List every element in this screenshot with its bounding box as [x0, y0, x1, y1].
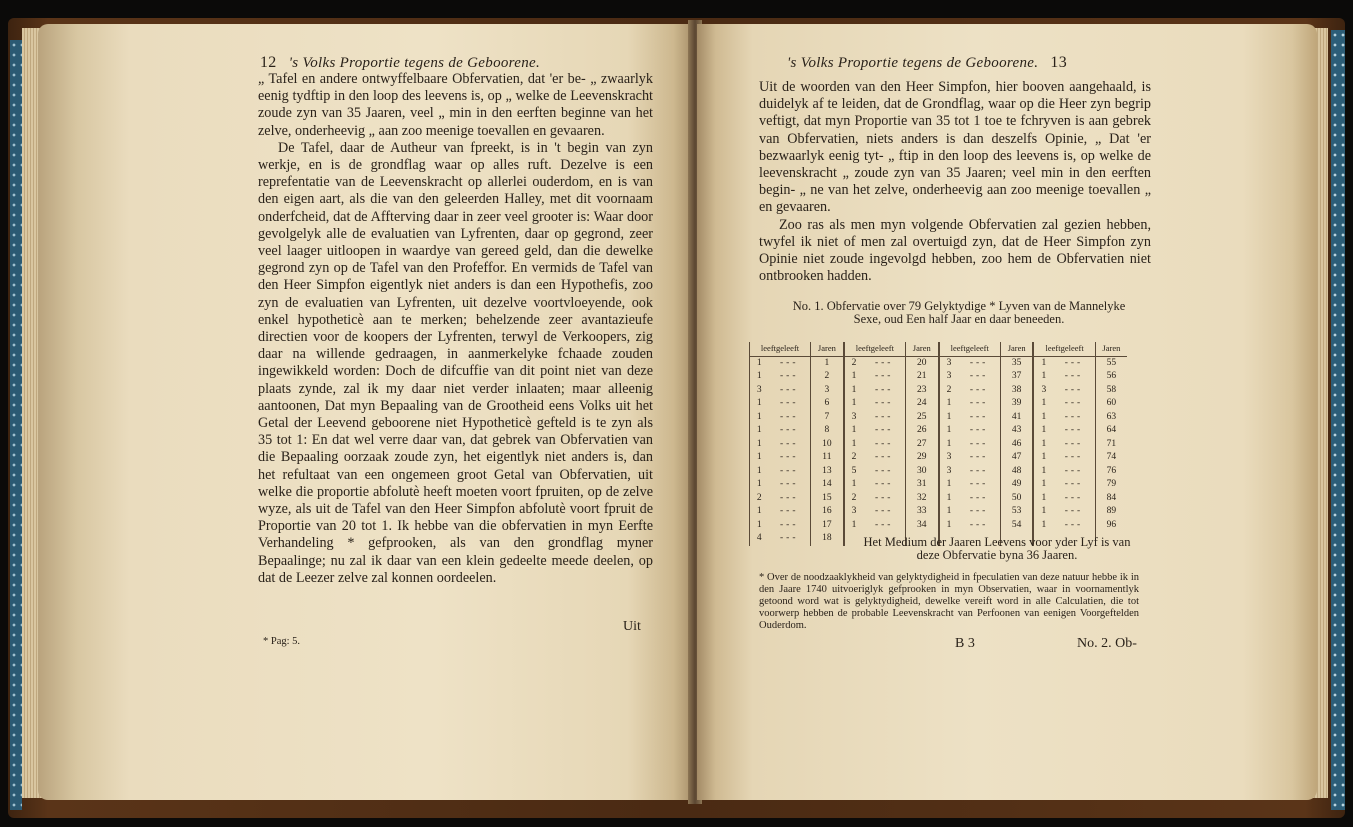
cell-years: 14	[811, 478, 844, 492]
cell-years: 31	[905, 478, 938, 492]
cell-years: 46	[1000, 438, 1033, 452]
cell-years: 47	[1000, 451, 1033, 465]
cover-edge-left	[10, 40, 22, 810]
cell-years: 35	[1000, 356, 1033, 370]
cell-count: 1	[939, 397, 959, 411]
table-row	[750, 424, 1128, 438]
signature-mark: B 3	[955, 636, 975, 651]
cell-dashes: ---	[874, 506, 894, 516]
cell-count: 5	[844, 465, 864, 479]
cell-dashes: ---	[874, 425, 894, 435]
cell-dashes: ---	[780, 411, 799, 422]
table-header-years: Jaren	[1000, 342, 1033, 356]
cell-dashes: ---	[1064, 519, 1084, 530]
table-caption-line2: Sexe, oud Een half Jaar en daar beneeden.	[853, 312, 1065, 326]
cell-dashes: ---	[969, 438, 989, 449]
cell-dashes: ---	[1064, 438, 1084, 449]
table-row	[750, 451, 1128, 465]
cell-count: 1	[1033, 505, 1053, 519]
cell-years: 54	[1000, 519, 1033, 533]
cell-dashes: ---	[1064, 452, 1084, 462]
cell-count: 4	[750, 532, 769, 546]
cell-dashes: ---	[780, 438, 799, 449]
cell-dashes: ---	[780, 371, 799, 381]
cell-years: 2	[811, 370, 844, 384]
cell-years: 32	[905, 492, 938, 506]
cell-dashes: ---	[780, 519, 799, 530]
cell-count: 1	[844, 424, 864, 438]
table-row	[750, 411, 1128, 425]
cell-dashes: ---	[780, 492, 799, 503]
cell-dashes: ---	[780, 465, 799, 476]
cell-dashes: ---	[1064, 411, 1084, 422]
cell-count: 1	[939, 424, 959, 438]
cell-years: 26	[905, 424, 938, 438]
left-running-head-text: 's Volks Proportie tegens de Geboorene.	[288, 55, 541, 71]
table-header-count: leeftgeleeft	[939, 342, 1001, 356]
cell-years: 56	[1095, 370, 1127, 384]
cell-count: 1	[1033, 519, 1053, 533]
cell-years: 15	[811, 492, 844, 506]
cell-years: 34	[905, 519, 938, 533]
cell-dashes: ---	[969, 492, 989, 503]
cell-years: 29	[905, 451, 938, 465]
cell-dashes: ---	[1064, 398, 1084, 408]
cell-dashes: ---	[874, 519, 894, 530]
cell-count: 2	[844, 492, 864, 506]
cell-count: 3	[939, 356, 959, 370]
cell-years: 64	[1095, 424, 1127, 438]
cell-count: 1	[939, 411, 959, 425]
table-header-years: Jaren	[905, 342, 938, 356]
cell-years: 10	[811, 438, 844, 452]
cell-dashes: ---	[874, 357, 894, 368]
cell-dashes: ---	[874, 452, 894, 462]
table-row	[750, 370, 1128, 384]
cell-dashes: ---	[969, 425, 989, 435]
right-footnote: * Over de noodzaaklykheid van gelyktydigheid in fpeculatien van deze natuur hebbe ik in den Jaare 1740 uitvoeriglyk gefprooken in myn Observatien, waar in voornamentlyk getoond word wat is gelyktydigheid, dewelke vereift word in alle Calculatien, die tot voorwerp hebben de probable Leevenskracht van Perfoonen van eenigen Voorgeftelden Ouderdom.	[759, 572, 1139, 631]
cell-dashes: ---	[969, 357, 989, 368]
cell-years: 76	[1095, 465, 1127, 479]
cell-years: 11	[811, 451, 844, 465]
cell-count: 1	[1033, 411, 1053, 425]
cell-years: 63	[1095, 411, 1127, 425]
cell-dashes: ---	[874, 384, 894, 395]
cell-count: 1	[844, 478, 864, 492]
cell-dashes: ---	[780, 452, 799, 462]
cell-dashes: ---	[1064, 492, 1084, 503]
table-caption-line1: No. 1. Obfervatie over 79 Gelyktydige * Lyven van de Mannelyke	[792, 299, 1126, 313]
cell-years: 74	[1095, 451, 1127, 465]
summary-line1: Het Medium der Jaaren Leevens voor yder Lyf is van	[863, 535, 1131, 549]
cell-dashes: ---	[1064, 384, 1084, 395]
cell-years: 20	[905, 356, 938, 370]
cell-years: 96	[1095, 519, 1127, 533]
cell-count: 1	[750, 356, 769, 370]
cell-count: 1	[939, 438, 959, 452]
cell-years: 17	[811, 519, 844, 533]
table-header-count: leeftgeleeft	[844, 342, 906, 356]
cell-years: 13	[811, 465, 844, 479]
cell-count: 3	[1033, 384, 1053, 398]
table-summary	[807, 536, 1187, 562]
cell-years: 49	[1000, 478, 1033, 492]
cell-years: 23	[905, 384, 938, 398]
cell-years: 3	[811, 384, 844, 398]
cell-years: 16	[811, 505, 844, 519]
cell-count: 1	[1033, 478, 1053, 492]
cell-years: 89	[1095, 505, 1127, 519]
cell-years: 25	[905, 411, 938, 425]
cell-years: 1	[811, 356, 844, 370]
table-row	[750, 519, 1128, 533]
cell-count: 2	[750, 492, 769, 506]
right-paragraph: Uit de woorden van den Heer Simpfon, hier booven aangehaald, is duidelyk af te leiden, dat de Grondflag, waar op die Heer zyn begrip veftigt, dat myn Proportie van 35 tot 1 toe te fchryven is aan gebrek van Obfervatien, niets anders is dan deszelfs Opinie, „ Dat 'er bezwaarlyk eenig tyt- „ ftip in den loop des leevens is, op welke de leevenskracht „ zoude zyn van 35 Jaaren; veel min in den eerften begin- „ ne van het zelve, onderheevig aan zoo meenige toevallen „ en gevaaren.	[759, 79, 1151, 216]
cell-years: 24	[905, 397, 938, 411]
cell-count: 1	[750, 505, 769, 519]
cell-dashes: ---	[969, 384, 989, 395]
table-row	[750, 397, 1128, 411]
cell-years: 50	[1000, 492, 1033, 506]
cell-years: 58	[1095, 384, 1127, 398]
cell-years: 21	[905, 370, 938, 384]
cell-dashes: ---	[780, 384, 799, 395]
cell-dashes: ---	[1064, 357, 1084, 368]
right-catchword: No. 2. Ob-	[1077, 636, 1137, 651]
cell-count: 1	[844, 397, 864, 411]
left-footnote: * Pag: 5.	[263, 636, 301, 647]
cell-count: 1	[844, 519, 864, 533]
cell-years: 48	[1000, 465, 1033, 479]
cell-dashes: ---	[874, 438, 894, 449]
right-paragraph: Zoo ras als men myn volgende Obfervatien zal gezien hebben, twyfel ik niet of men zal overtuigd zyn, dat de Heer Simpfon zyn Opinie niet zoude ingevolgd hebben, zoo hem de Obfervatien niet ontbrooken hadden.	[759, 216, 1151, 285]
cell-dashes: ---	[969, 479, 989, 489]
cell-count: 1	[750, 519, 769, 533]
cell-count: 1	[1033, 397, 1053, 411]
observation-table	[749, 342, 1127, 546]
cell-count: 1	[1033, 424, 1053, 438]
cell-dashes: ---	[969, 519, 989, 530]
cell-dashes: ---	[780, 533, 799, 543]
cell-years: 18	[811, 532, 844, 546]
table-row	[750, 505, 1128, 519]
cell-count: 1	[1033, 492, 1053, 506]
table-caption	[749, 300, 1169, 326]
cell-dashes: ---	[874, 411, 894, 422]
table-header-count: leeftgeleeft	[750, 342, 811, 356]
cell-dashes: ---	[969, 452, 989, 462]
cell-count: 3	[844, 411, 864, 425]
cell-dashes: ---	[969, 506, 989, 516]
right-page	[697, 24, 1317, 800]
cell-years: 71	[1095, 438, 1127, 452]
cell-count: 1	[750, 370, 769, 384]
cell-years: 41	[1000, 411, 1033, 425]
cell-count: 1	[844, 438, 864, 452]
cell-dashes: ---	[969, 411, 989, 422]
left-catchword: Uit	[623, 619, 641, 634]
cell-dashes: ---	[780, 398, 799, 408]
cell-count: 1	[939, 492, 959, 506]
right-page-number: 13	[1050, 54, 1068, 71]
summary-line2: deze Obfervatie byna 36 Jaaren.	[916, 548, 1078, 562]
cell-dashes: ---	[1064, 371, 1084, 381]
cell-years: 6	[811, 397, 844, 411]
cell-years: 33	[905, 505, 938, 519]
cell-years: 37	[1000, 370, 1033, 384]
table-header-count: leeftgeleeft	[1033, 342, 1095, 356]
cell-dashes: ---	[1064, 465, 1084, 476]
cell-count: 3	[939, 370, 959, 384]
cell-years: 27	[905, 438, 938, 452]
cell-dashes: ---	[780, 425, 799, 435]
cell-years: 84	[1095, 492, 1127, 506]
cell-dashes: ---	[1064, 425, 1084, 435]
table-row	[750, 438, 1128, 452]
cell-years: 38	[1000, 384, 1033, 398]
cell-dashes: ---	[874, 492, 894, 503]
left-body	[258, 71, 653, 587]
cell-count: 2	[939, 384, 959, 398]
cell-years: 8	[811, 424, 844, 438]
cell-count: 1	[1033, 438, 1053, 452]
left-paragraph: De Tafel, daar de Autheur van fpreekt, is in 't begin van zyn werkje, en is de grondflag waar op alles ruft. Dezelve is een reprefentatie van de Leevenskracht op allerlei ouderdom, en is van den eigen aart, als die van den geleerden Halley, met dit voornaam onderfcheid, dat de Affterving daar in zeer veel grooter is: Waar door gevolgelyk alle de evaluatien van Lyfrenten, daar op gegrond, zeer veel laager uitloopen in waardye van gereed geld, dan die dewelke gegrond zyn op de Tafel van den Profeffor. En vermids de Tafel van den Heer Simpfon eigentlyk niet anders is dan een Hypothefis, zoo zyn de evaluatien van Lyfrenten, uit dezelve voortvloeyende, ook enkel hypotheticè aan te merken; behelzende zeer avantazieufe directien voor de koopers der Lyfrenten, terwyl de Verkoopers, zig daar na willende gedraagen, in aanmerkelyke fchaade zouden ingewikkeld worden: Doch de difcuffie van dit point niet van deze plaats zynde, zal ik my daar niet verder inlaaten; maar alleenig aantoonen, Dat myn Bepaaling van de Grootheid eens Volks uit het Getal der Leevend geboorene niet Hypotheticè gefteld is te zyn als 35 tot 1: En dat wel verre daar van, dat gebrek van Obfervatien van die Bepaaling oorzaak zoude zyn, het eigentlyk niet anders is, dan het refultaat van een ongemeen groot Getal van Obfervatien, uit welke die proportie abfolutè heeft moeten voort fpruiten, op de zelve wyze, als uit de Tafel van den Heer Simpfon abfolutè voort fpruit de Proportie van 20 tot 1. Ik hebbe van die obfervatien in myn Eerfte Verhandeling * gefprooken, als van den grondflag myner Bepaalinge; nu zal ik daar van een klein gedeelte meede deelen, op dat de Leezer zelve zal konnen oordeelen.	[258, 139, 653, 586]
cell-count: 1	[939, 505, 959, 519]
cell-dashes: ---	[1064, 479, 1084, 489]
table-header-years: Jaren	[811, 342, 844, 356]
cover-edge-right	[1331, 30, 1345, 810]
cell-dashes: ---	[874, 371, 894, 381]
cell-count: 3	[844, 505, 864, 519]
cell-count: 3	[939, 451, 959, 465]
cell-dashes: ---	[969, 371, 989, 381]
table-header-years: Jaren	[1095, 342, 1127, 356]
cell-count: 1	[750, 438, 769, 452]
cell-dashes: ---	[1064, 506, 1084, 516]
cell-dashes: ---	[874, 479, 894, 489]
cell-count: 1	[939, 478, 959, 492]
cell-count: 1	[1033, 451, 1053, 465]
cell-count: 1	[844, 384, 864, 398]
cell-count: 1	[844, 370, 864, 384]
cell-years: 60	[1095, 397, 1127, 411]
cell-dashes: ---	[969, 398, 989, 408]
table-row	[750, 356, 1128, 370]
cell-dashes: ---	[874, 398, 894, 408]
table-row	[750, 478, 1128, 492]
cell-dashes: ---	[780, 479, 799, 489]
cell-dashes: ---	[780, 357, 799, 368]
cell-years: 79	[1095, 478, 1127, 492]
left-paragraph: „ Tafel en andere ontwyffelbaare Obfervatien, dat 'er be- „ zwaarlyk eenig tydftip in den loop des leevens is, op „ welke de Leevenskracht zoude zyn van 35 Jaaren, veel „ min in den eerften beginne van het zelve, onderheevig „ aan zoo meenige toevallen en gevaaren.	[258, 71, 653, 139]
cell-years: 30	[905, 465, 938, 479]
cell-years: 55	[1095, 356, 1127, 370]
cell-years: 43	[1000, 424, 1033, 438]
cell-years: 7	[811, 411, 844, 425]
left-running-head	[260, 54, 540, 72]
cell-count: 2	[844, 451, 864, 465]
cell-count: 3	[939, 465, 959, 479]
cell-count: 3	[750, 384, 769, 398]
right-body	[759, 79, 1151, 285]
cell-count: 1	[750, 478, 769, 492]
cell-count: 1	[750, 424, 769, 438]
cell-years: 53	[1000, 505, 1033, 519]
cell-count: 1	[750, 465, 769, 479]
left-page-number: 12	[260, 54, 277, 71]
right-running-head-text: 's Volks Proportie tegens de Geboorene.	[787, 55, 1039, 71]
cell-dashes: ---	[874, 465, 894, 476]
table-row	[750, 465, 1128, 479]
cell-count: 1	[1033, 370, 1053, 384]
table-row	[750, 384, 1128, 398]
right-running-head	[787, 54, 1067, 72]
cell-count: 1	[750, 397, 769, 411]
left-page	[38, 24, 693, 800]
cell-dashes: ---	[780, 506, 799, 516]
cell-count: 1	[750, 411, 769, 425]
table-row	[750, 492, 1128, 506]
cell-count: 1	[1033, 356, 1053, 370]
cell-years: 39	[1000, 397, 1033, 411]
cell-count: 1	[750, 451, 769, 465]
cell-count: 2	[844, 356, 864, 370]
cell-count: 1	[1033, 465, 1053, 479]
cell-count: 1	[939, 519, 959, 533]
cell-dashes: ---	[969, 465, 989, 476]
